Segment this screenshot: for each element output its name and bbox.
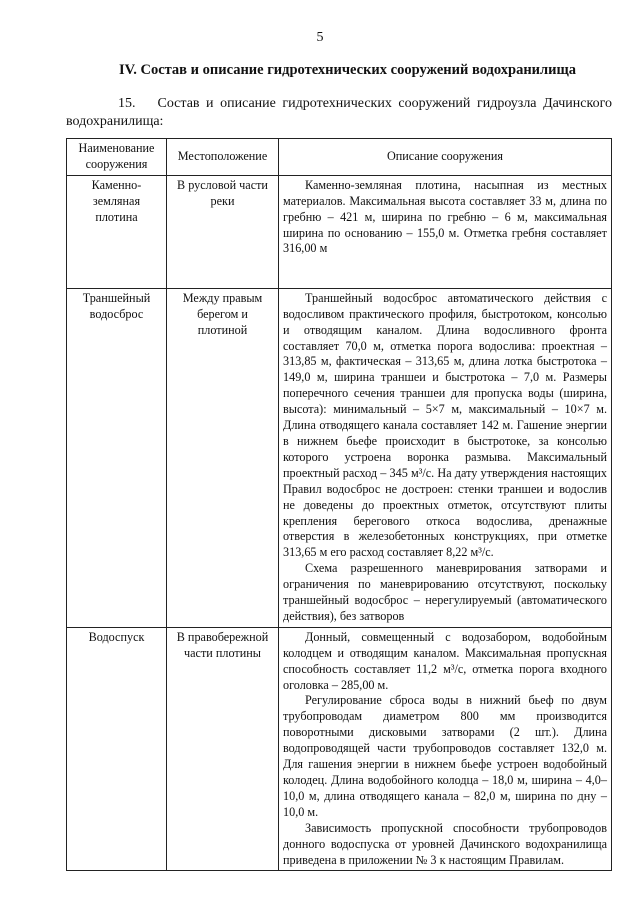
structure-name: Каменно-земляная плотина	[67, 175, 167, 288]
structure-location: В правобережной части плотины	[167, 627, 279, 871]
table-row	[67, 288, 612, 627]
description-paragraph: Каменно-земляная плотина, насыпная из местных материалов. Максимальная высота составляет 33 м, длина по гребню – 421 м, ширина по гребню – 6 м, максимальная ширина по основанию – 155,0 м. Отметка гребня составляет 316,00 м	[283, 177, 607, 256]
description-paragraph: Зависимость пропускной способности трубопроводов донного водоспуска от уровней Дачинского водохранилища приведена в приложении № 3 к настоящим Правилам.	[283, 820, 607, 867]
paragraph-number: 15.	[118, 96, 136, 111]
intro-paragraph	[66, 95, 612, 131]
page-number: 5	[316, 30, 324, 45]
structure-description	[279, 627, 612, 871]
structure-name: Траншейный водосброс	[67, 288, 167, 627]
table-row	[67, 175, 612, 288]
description-paragraph: Схема разрешенного маневрирования затворами и ограничения по маневрированию отсутствуют, поскольку траншейный водосброс – нерегулируемый (автоматического действия), без затворов	[283, 561, 607, 623]
structure-location: В русловой части реки	[167, 175, 279, 288]
structure-description	[279, 175, 612, 288]
table-header-row	[67, 139, 612, 176]
structure-location: Между правым берегом и плотиной	[167, 288, 279, 627]
header-location: Местоположение	[167, 139, 279, 176]
description-paragraph: Донный, совмещенный с водозабором, водобойным колодцем и отводящим каналом. Максимальная пропускная способность составляет 11,2 м³/с, отметка порога входного оголовка – 285,00 м.	[283, 629, 607, 692]
section-title: IV. Состав и описание гидротехнических сооружений водохранилища	[118, 62, 577, 78]
structure-name: Водоспуск	[67, 627, 167, 871]
structure-description	[279, 288, 612, 627]
description-paragraph: Траншейный водосброс автоматического действия с водосливом практического профиля, быстротоком, консолью и отводящим каналом. Длина водосливного фронта составляет 70,0 м, отметка порога водослива: проектная – 313,85 м, фактическая – 313,65 м, длина лотка быстротока – 149,0 м, ширина траншеи и быстротока – 7,0 м. Размеры поперечного сечения траншеи для пропуска воды (ширина, высота): минимальный – 5×7 м, максимальный – 10×7 м. Длина отводящего канала составляет 142 м. Гашение энергии в нижнем бьефе происходит в быстротоке, за консолью которого устроена воронка размыва. Максимальный проектный расход – 345 м³/с. На дату утверждения настоящих Правил водосброс не достроен: стенки траншеи и водослив не доведены до проектных отметок, отсутствуют плиты крепления берегового откоса водослива, дренажные отверстия в железобетонных конструкциях, при отметке 313,65 м его расход составляет 8,22 м³/с.	[283, 290, 607, 560]
description-paragraph: Регулирование сброса воды в нижний бьеф по двум трубопроводам диаметром 800 мм производится поворотными дисковыми затворами (2 шт.). Длина водопроводящей части трубопроводов составляет 132,0 м. Для гашения энергии в нижнем бьефе устроен водобойный колодец. Длина водобойного колодца – 18,0 м, ширина – 4,0–10,0 м, длина отводящего канала – 82,0 м, ширина по дну – 10,0 м.	[283, 693, 607, 819]
structures-table	[66, 138, 612, 871]
header-name: Наименование сооружения	[67, 139, 167, 176]
table-row	[67, 627, 612, 871]
intro-text: Состав и описание гидротехнических сооружений гидроузла Дачинского водохранилища:	[66, 96, 612, 129]
header-description: Описание сооружения	[279, 139, 612, 176]
